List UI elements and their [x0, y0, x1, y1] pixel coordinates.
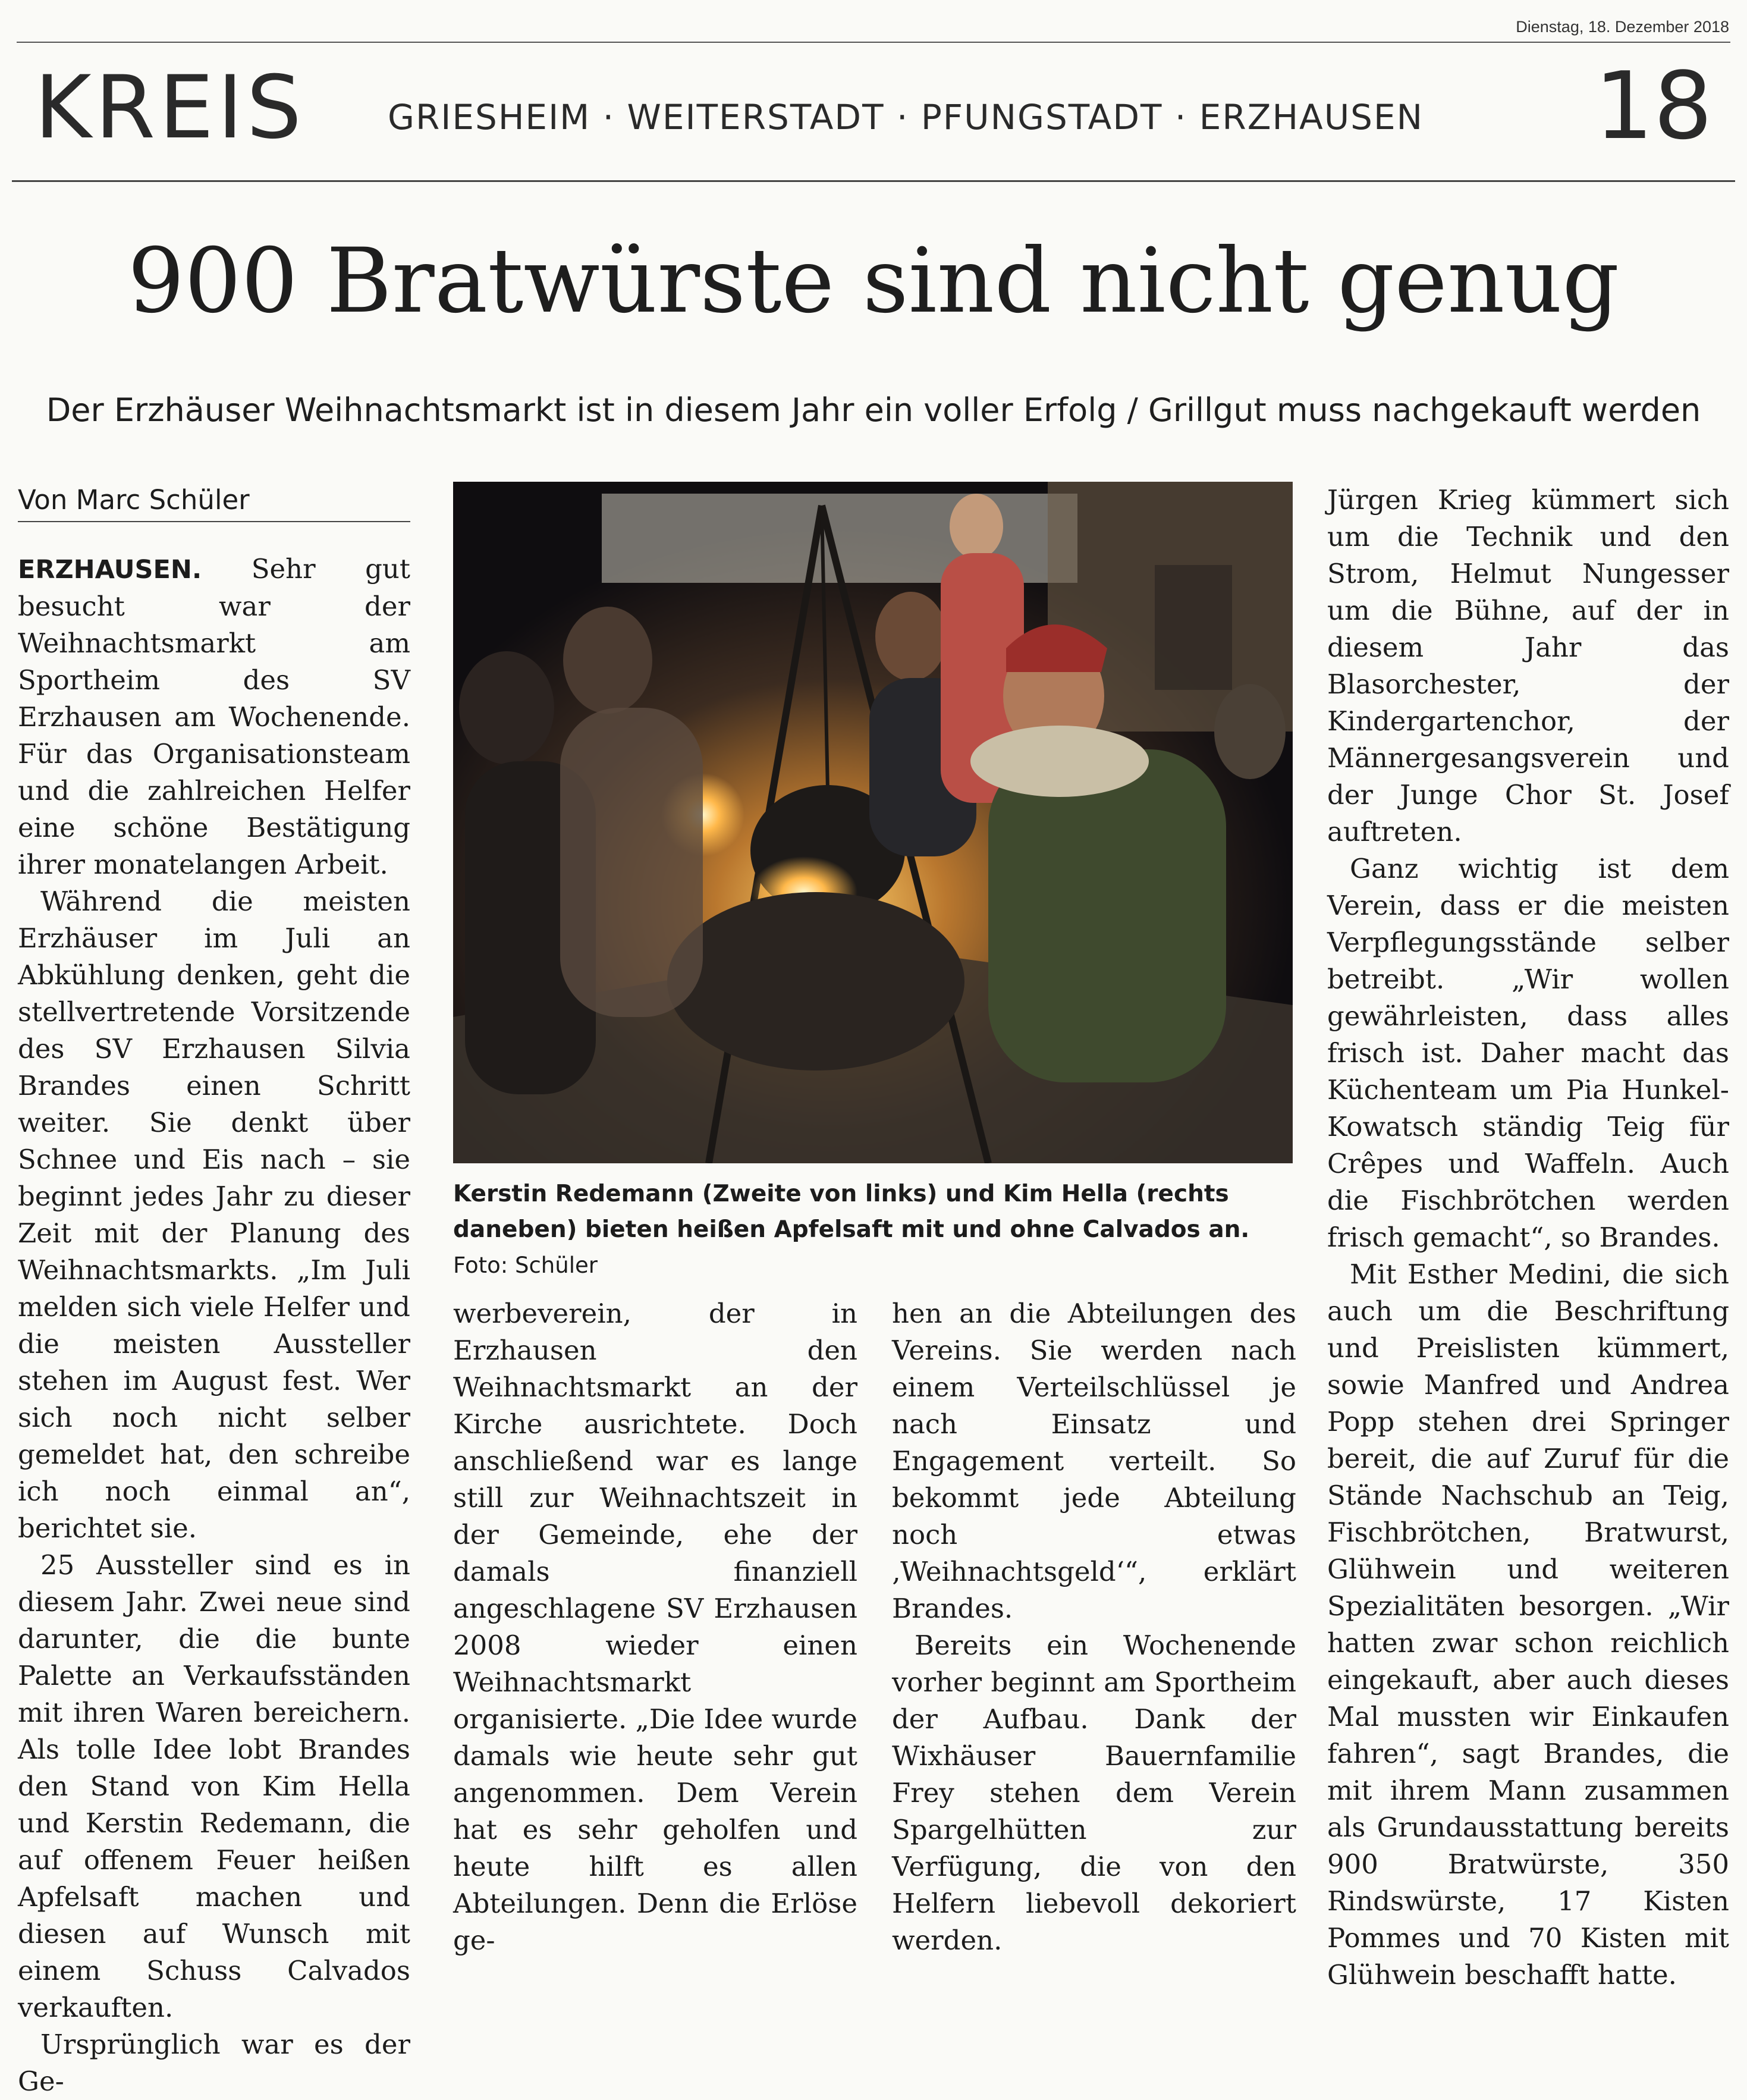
paragraph: werbeverein, der in Erzhausen den Weihnachtsmarkt an der Kirche ausrichtete. Doch anschließend war es lange still zur Weihnachtszeit in der Gemeinde, ehe der damals finanziell angeschlagene SV Erzhausen 2008 wieder einen Weihnachtsmarkt organisierte. „Die Idee wurde damals wie heute sehr gut angenommen. Dem Verein hat es sehr geholfen und heute hilft es allen Abteilungen. Denn die Erlöse ge- [453, 1298, 857, 1956]
person-far-right [1214, 684, 1286, 779]
dateline: ERZHAUSEN. [18, 555, 202, 585]
caption-text: Kerstin Redemann (Zweite von links) und Kim Hella (rechts daneben) bieten heißen Apfelsaft mit und ohne Calvados an. [453, 1181, 1250, 1243]
photo-caption [453, 1176, 1293, 1283]
paragraph: Ursprünglich war es der Ge- [18, 2029, 410, 2097]
christmas-market-photo [453, 482, 1293, 1163]
article-headline: 900 Bratwürste sind nicht genug [127, 230, 1620, 333]
article-column-3 [892, 1295, 1296, 1959]
paragraph: Bereits ein Wochenende vorher beginnt am Sportheim der Aufbau. Dank der Wixhäuser Bauernfamilie Frey stehen dem Verein Spargelhütten zur Verfügung, die von den Helfern liebevoll dekoriert werden. [892, 1630, 1296, 1956]
article-photo [453, 482, 1293, 1163]
person-right-jacket [988, 749, 1226, 1082]
issue-date: Dienstag, 18. Dezember 2018 [1516, 18, 1729, 36]
person-head [563, 607, 652, 714]
paragraph: Ganz wichtig ist dem Verein, dass er die meisten Verpflegungsstände selber betreibt. „Wir wollen gewährleisten, dass alles frisch ist. Daher macht das Küchenteam um Pia Hunkel-Kowatsch ständig Teig für Crêpes und Waffeln. Auch die Fischbrötchen werden frisch gemacht“, so Brandes. [1327, 853, 1729, 1253]
paragraph: hen an die Abteilungen des Vereins. Sie werden nach einem Verteilschlüssel je nach Einsatz und Engagement verteilt. So bekommt jede Abteilung noch etwas ‚Weihnachtsgeld‘“, erklärt Brandes. [892, 1298, 1296, 1624]
article-column-4 [1327, 482, 1729, 1994]
paragraph: Mit Esther Medini, die sich auch um die Beschriftung und Preislisten kümmert, sowie Manfred und Andrea Popp stehen drei Springer bereit, die auf Zuruf für die Stände Nachschub an Teig, Fischbrötchen, Bratwurst, Glühwein und weiteren Spezialitäten besorgen. „Wir hatten zwar schon reichlich eingekauft, aber auch dieses Mal mussten wir Einkaufen fahren“, sagt Brandes, die mit ihrem Mann zusammen als Grundausstattung bereits 900 Bratwürste, 350 Rindswürste, 17 Kisten Pommes und 70 Kisten mit Glühwein beschafft hatte. [1327, 1258, 1729, 1991]
paragraph-text: Sehr gut besucht war der Weihnachtsmarkt am Sportheim des SV Erzhausen am Wochenende. Für das Organisationsteam und die zahlreichen Helfer eine schöne Bestätigung ihrer monatelangen Arbeit. [18, 553, 410, 880]
top-rule [17, 42, 1730, 43]
person-standing-head [950, 494, 1003, 559]
article-column-1 [18, 482, 410, 2100]
header-rule [12, 180, 1735, 182]
person-left-head [459, 651, 554, 764]
section-towns: GRIESHEIM · WEITERSTADT · PFUNGSTADT · ERZHAUSEN [388, 97, 1424, 137]
paragraph: Während die meisten Erzhäuser im Juli an Abkühlung denken, geht die stellvertretende Vorsitzende des SV Erzhausen Silvia Brandes einen Schritt weiter. Sie denkt über Schnee und Eis nach – sie beginnt jedes Jahr zu dieser Zeit mit der Planung des Weihnachtsmarkts. „Im Juli melden sich viele Helfer und die meisten Aussteller stehen im August fest. Wer sich noch nicht selber gemeldet hat, den schreibe ich noch einmal an“, berichtet sie. [18, 886, 410, 1544]
article-subheadline: Der Erzhäuser Weihnachtsmarkt ist in diesem Jahr ein voller Erfolg / Grillgut muss nachgekauft werden [46, 391, 1701, 429]
paragraph: Jürgen Krieg kümmert sich um die Technik und den Strom, Helmut Nungesser um die Bühne, auf der in diesem Jahr das Blasorchester, der Kindergartenchor, der Männergesangsverein und der Junge Chor St. Josef auftreten. [1327, 484, 1729, 847]
paragraph [18, 551, 410, 883]
person-body [560, 708, 703, 1017]
barred-window [1155, 565, 1232, 690]
byline: Von Marc Schüler [18, 482, 410, 522]
page-number: 18 [1594, 52, 1713, 160]
photo-credit: Foto: Schüler [453, 1253, 598, 1278]
fur-collar [970, 726, 1149, 797]
paragraph: 25 Aussteller sind es in diesem Jahr. Zwei neue sind darunter, die die bunte Palette an Verkaufsständen mit ihren Waren bereichern. Als tolle Idee lobt Brandes den Stand von Kim Hella und Kerstin Redemann, die auf offenem Feuer heißen Apfelsaft machen und diesen auf Wunsch mit einem Schuss Calvados verkauften. [18, 1549, 410, 2023]
section-title: KREIS [34, 57, 306, 158]
person-head [875, 592, 947, 681]
article-column-2 [453, 1295, 857, 1959]
fire-barrel [667, 892, 964, 1071]
